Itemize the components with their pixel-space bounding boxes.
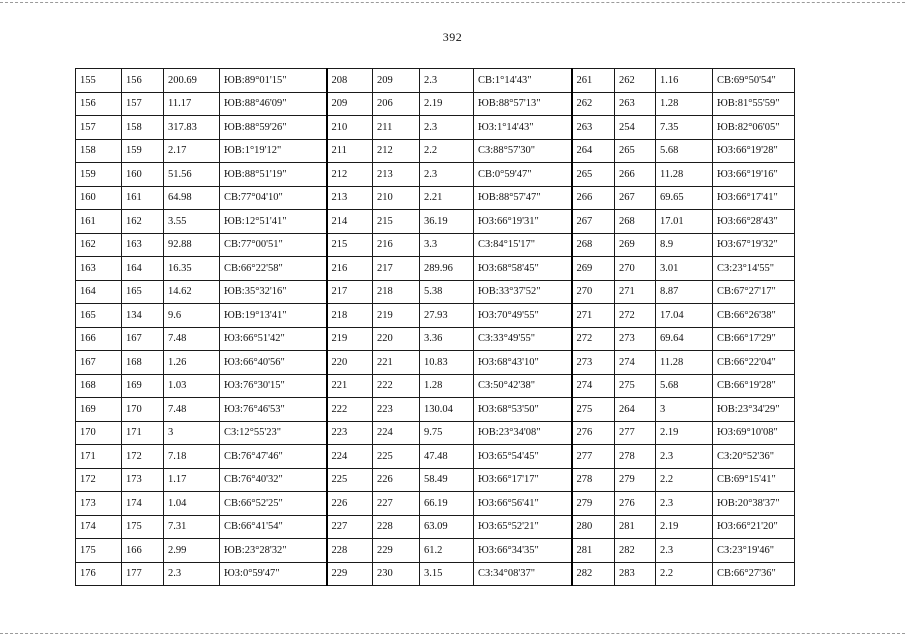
cell-distance: 69.65 (656, 186, 713, 210)
cell-distance: 2.3 (656, 539, 713, 563)
table-row (76, 304, 795, 328)
cell-distance: 11.28 (656, 163, 713, 187)
cell-point-from: 169 (76, 398, 122, 422)
cell-distance: 14.62 (164, 280, 220, 304)
page-number: 392 (442, 30, 463, 44)
cell-point-from: 227 (327, 515, 373, 539)
cell-distance: 3.55 (164, 210, 220, 234)
cell-point-to: 278 (615, 445, 656, 469)
cell-point-from: 226 (327, 492, 373, 516)
cell-distance: 289.96 (420, 257, 474, 281)
cell-distance: 7.31 (164, 515, 220, 539)
cell-point-from: 281 (572, 539, 615, 563)
cell-distance: 92.88 (164, 233, 220, 257)
table-row (76, 515, 795, 539)
cell-bearing: СВ:69°15'41" (713, 468, 795, 492)
cell-point-from: 263 (572, 116, 615, 140)
cell-point-to: 272 (615, 304, 656, 328)
cell-point-to: 216 (373, 233, 420, 257)
cell-point-to: 212 (373, 139, 420, 163)
cell-point-to: 211 (373, 116, 420, 140)
cell-distance: 1.16 (656, 69, 713, 93)
cell-distance: 2.3 (420, 116, 474, 140)
cell-distance: 2.3 (420, 163, 474, 187)
cell-point-to: 276 (615, 492, 656, 516)
table-row (76, 69, 795, 93)
cell-bearing: СВ:69°50'54" (713, 69, 795, 93)
cell-point-to: 213 (373, 163, 420, 187)
cell-point-to: 267 (615, 186, 656, 210)
cell-point-from: 276 (572, 421, 615, 445)
cell-point-from: 176 (76, 562, 122, 586)
cell-distance: 5.38 (420, 280, 474, 304)
cell-point-from: 164 (76, 280, 122, 304)
cell-point-to: 156 (122, 69, 164, 93)
cell-point-from: 224 (327, 445, 373, 469)
table-row (76, 445, 795, 469)
cell-bearing: ЮВ:1°19'12" (220, 139, 327, 163)
cell-bearing: ЮВ:88°57'47" (474, 186, 572, 210)
cell-point-from: 172 (76, 468, 122, 492)
cell-point-from: 264 (572, 139, 615, 163)
cell-bearing: ЮЗ:66°17'41" (713, 186, 795, 210)
cell-bearing: ЮЗ:66°17'17" (474, 468, 572, 492)
cell-point-to: 271 (615, 280, 656, 304)
cell-point-from: 271 (572, 304, 615, 328)
cell-point-from: 273 (572, 351, 615, 375)
cell-point-to: 264 (615, 398, 656, 422)
cell-point-to: 263 (615, 92, 656, 116)
table-row (76, 163, 795, 187)
cell-distance: 9.6 (164, 304, 220, 328)
cell-point-from: 228 (327, 539, 373, 563)
cell-distance: 2.19 (656, 515, 713, 539)
cell-point-to: 168 (122, 351, 164, 375)
cell-bearing: ЮЗ:68°58'45" (474, 257, 572, 281)
cell-distance: 1.04 (164, 492, 220, 516)
cell-distance: 17.01 (656, 210, 713, 234)
cell-bearing: СЗ:50°42'38" (474, 374, 572, 398)
cell-distance: 3.36 (420, 327, 474, 351)
cell-point-to: 215 (373, 210, 420, 234)
cell-point-to: 172 (122, 445, 164, 469)
cell-point-from: 208 (327, 69, 373, 93)
cell-bearing: СЗ:12°55'23" (220, 421, 327, 445)
cell-bearing: СВ:66°17'29" (713, 327, 795, 351)
cell-point-to: 273 (615, 327, 656, 351)
table-row (76, 116, 795, 140)
cell-point-from: 173 (76, 492, 122, 516)
cell-distance: 16.35 (164, 257, 220, 281)
cell-point-to: 226 (373, 468, 420, 492)
table-row (76, 398, 795, 422)
table-body (76, 69, 795, 586)
cell-distance: 7.35 (656, 116, 713, 140)
cell-point-from: 170 (76, 421, 122, 445)
cell-point-to: 177 (122, 562, 164, 586)
cell-bearing: СВ:76°47'46" (220, 445, 327, 469)
cell-bearing: ЮВ:88°46'09" (220, 92, 327, 116)
cell-point-to: 268 (615, 210, 656, 234)
cell-bearing: ЮВ:82°06'05" (713, 116, 795, 140)
cell-point-from: 268 (572, 233, 615, 257)
cell-point-to: 225 (373, 445, 420, 469)
cell-distance: 2.17 (164, 139, 220, 163)
cell-point-to: 265 (615, 139, 656, 163)
cell-bearing: СВ:66°26'38" (713, 304, 795, 328)
cell-bearing: СЗ:23°14'55" (713, 257, 795, 281)
cell-point-to: 222 (373, 374, 420, 398)
cell-point-to: 223 (373, 398, 420, 422)
cell-bearing: ЮЗ:69°10'08" (713, 421, 795, 445)
cell-point-from: 162 (76, 233, 122, 257)
table-row (76, 374, 795, 398)
cell-point-from: 211 (327, 139, 373, 163)
cell-point-to: 228 (373, 515, 420, 539)
cell-point-from: 163 (76, 257, 122, 281)
cell-point-to: 173 (122, 468, 164, 492)
cell-bearing: ЮВ:33°37'52" (474, 280, 572, 304)
cell-bearing: СЗ:20°52'36" (713, 445, 795, 469)
cell-bearing: СЗ:84°15'17" (474, 233, 572, 257)
cell-distance: 2.3 (420, 69, 474, 93)
cell-distance: 69.64 (656, 327, 713, 351)
cell-point-from: 174 (76, 515, 122, 539)
cell-bearing: ЮЗ:0°59'47" (220, 562, 327, 586)
cell-point-from: 215 (327, 233, 373, 257)
cell-distance: 7.18 (164, 445, 220, 469)
cell-point-to: 206 (373, 92, 420, 116)
cell-point-to: 227 (373, 492, 420, 516)
cell-distance: 3.15 (420, 562, 474, 586)
cell-bearing: СВ:77°04'10" (220, 186, 327, 210)
cell-bearing: ЮВ:12°51'41" (220, 210, 327, 234)
cell-distance: 3 (656, 398, 713, 422)
cell-bearing: СВ:1°14'43" (474, 69, 572, 93)
cell-point-from: 158 (76, 139, 122, 163)
cell-distance: 7.48 (164, 398, 220, 422)
cell-distance: 1.28 (420, 374, 474, 398)
cell-point-from: 272 (572, 327, 615, 351)
cell-point-to: 167 (122, 327, 164, 351)
cell-point-from: 160 (76, 186, 122, 210)
cell-point-to: 174 (122, 492, 164, 516)
bottom-border-rule (0, 633, 905, 634)
cell-bearing: СВ:67°27'17" (713, 280, 795, 304)
cell-point-from: 219 (327, 327, 373, 351)
cell-bearing: ЮЗ:65°52'21" (474, 515, 572, 539)
cell-bearing: ЮЗ:66°40'56" (220, 351, 327, 375)
cell-point-from: 165 (76, 304, 122, 328)
cell-point-to: 279 (615, 468, 656, 492)
cell-distance: 36.19 (420, 210, 474, 234)
cell-point-to: 269 (615, 233, 656, 257)
cell-bearing: СЗ:33°49'55" (474, 327, 572, 351)
cell-point-from: 217 (327, 280, 373, 304)
cell-point-from: 279 (572, 492, 615, 516)
table-row (76, 92, 795, 116)
cell-bearing: ЮЗ:66°19'16" (713, 163, 795, 187)
cell-point-to: 221 (373, 351, 420, 375)
cell-distance: 61.2 (420, 539, 474, 563)
cell-point-from: 277 (572, 445, 615, 469)
cell-point-to: 270 (615, 257, 656, 281)
cell-point-to: 171 (122, 421, 164, 445)
cell-point-from: 269 (572, 257, 615, 281)
table-row (76, 186, 795, 210)
cell-distance: 317.83 (164, 116, 220, 140)
cell-point-to: 217 (373, 257, 420, 281)
cell-bearing: ЮВ:23°28'32" (220, 539, 327, 563)
cell-distance: 10.83 (420, 351, 474, 375)
cell-point-to: 277 (615, 421, 656, 445)
cell-point-to: 281 (615, 515, 656, 539)
cell-bearing: ЮВ:89°01'15" (220, 69, 327, 93)
cell-point-from: 265 (572, 163, 615, 187)
cell-distance: 2.3 (656, 445, 713, 469)
cell-distance: 2.2 (656, 562, 713, 586)
cell-point-from: 155 (76, 69, 122, 93)
cell-point-to: 158 (122, 116, 164, 140)
cell-point-to: 134 (122, 304, 164, 328)
cell-point-from: 220 (327, 351, 373, 375)
cell-bearing: ЮЗ:76°46'53" (220, 398, 327, 422)
cell-point-from: 275 (572, 398, 615, 422)
cell-point-from: 274 (572, 374, 615, 398)
cell-distance: 64.98 (164, 186, 220, 210)
cell-bearing: ЮЗ:68°43'10" (474, 351, 572, 375)
cell-point-to: 229 (373, 539, 420, 563)
cell-point-from: 225 (327, 468, 373, 492)
cell-point-from: 166 (76, 327, 122, 351)
cell-point-to: 159 (122, 139, 164, 163)
cell-point-from: 218 (327, 304, 373, 328)
cell-point-from: 222 (327, 398, 373, 422)
cell-point-to: 220 (373, 327, 420, 351)
table-row (76, 210, 795, 234)
cell-bearing: ЮВ:88°59'26" (220, 116, 327, 140)
cell-bearing: СЗ:34°08'37" (474, 562, 572, 586)
cell-bearing: ЮЗ:66°28'43" (713, 210, 795, 234)
table-row (76, 327, 795, 351)
cell-point-from: 229 (327, 562, 373, 586)
cell-distance: 8.9 (656, 233, 713, 257)
table-row (76, 257, 795, 281)
cell-bearing: ЮЗ:76°30'15" (220, 374, 327, 398)
cell-point-to: 162 (122, 210, 164, 234)
cell-bearing: СВ:66°27'36" (713, 562, 795, 586)
cell-distance: 63.09 (420, 515, 474, 539)
cell-bearing: ЮЗ:66°51'42" (220, 327, 327, 351)
cell-point-to: 209 (373, 69, 420, 93)
cell-bearing: ЮВ:81°55'59" (713, 92, 795, 116)
cell-point-from: 157 (76, 116, 122, 140)
table-row (76, 139, 795, 163)
cell-point-from: 168 (76, 374, 122, 398)
cell-point-to: 254 (615, 116, 656, 140)
cell-bearing: ЮЗ:66°19'28" (713, 139, 795, 163)
cell-point-from: 267 (572, 210, 615, 234)
cell-point-from: 159 (76, 163, 122, 187)
table-row (76, 280, 795, 304)
table-row (76, 492, 795, 516)
cell-point-from: 278 (572, 468, 615, 492)
cell-point-to: 262 (615, 69, 656, 93)
cell-distance: 1.17 (164, 468, 220, 492)
cell-bearing: ЮЗ:70°49'55" (474, 304, 572, 328)
cell-point-to: 164 (122, 257, 164, 281)
cell-point-to: 282 (615, 539, 656, 563)
cell-point-from: 175 (76, 539, 122, 563)
cell-point-from: 212 (327, 163, 373, 187)
cell-bearing: ЮЗ:66°34'35" (474, 539, 572, 563)
cell-bearing: СВ:0°59'47" (474, 163, 572, 187)
cell-point-from: 161 (76, 210, 122, 234)
cell-bearing: ЮВ:20°38'37" (713, 492, 795, 516)
cell-point-from: 266 (572, 186, 615, 210)
cell-point-to: 210 (373, 186, 420, 210)
cell-bearing: ЮЗ:68°53'50" (474, 398, 572, 422)
top-border-rule (0, 2, 905, 3)
cell-point-from: 221 (327, 374, 373, 398)
cell-point-from: 213 (327, 186, 373, 210)
cell-distance: 2.3 (656, 492, 713, 516)
cell-bearing: СВ:77°00'51" (220, 233, 327, 257)
cell-point-to: 170 (122, 398, 164, 422)
cell-bearing: ЮЗ:66°19'31" (474, 210, 572, 234)
cell-bearing: СВ:76°40'32" (220, 468, 327, 492)
cell-bearing: ЮВ:88°51'19" (220, 163, 327, 187)
cell-distance: 27.93 (420, 304, 474, 328)
cell-point-to: 163 (122, 233, 164, 257)
cell-point-from: 262 (572, 92, 615, 116)
cell-distance: 5.68 (656, 374, 713, 398)
cell-distance: 2.2 (420, 139, 474, 163)
table-row (76, 539, 795, 563)
cell-bearing: ЮВ:23°34'08" (474, 421, 572, 445)
table-row (76, 562, 795, 586)
cell-distance: 2.2 (656, 468, 713, 492)
cell-bearing: ЮВ:35°32'16" (220, 280, 327, 304)
cell-point-to: 218 (373, 280, 420, 304)
survey-bearings-table (75, 68, 795, 586)
table-row (76, 468, 795, 492)
cell-bearing: СЗ:88°57'30" (474, 139, 572, 163)
cell-point-to: 230 (373, 562, 420, 586)
cell-distance: 200.69 (164, 69, 220, 93)
cell-distance: 3 (164, 421, 220, 445)
cell-distance: 2.19 (420, 92, 474, 116)
cell-point-from: 171 (76, 445, 122, 469)
cell-bearing: ЮВ:23°34'29" (713, 398, 795, 422)
cell-distance: 47.48 (420, 445, 474, 469)
cell-distance: 2.99 (164, 539, 220, 563)
table-row (76, 421, 795, 445)
cell-distance: 2.19 (656, 421, 713, 445)
cell-point-to: 161 (122, 186, 164, 210)
cell-distance: 3.3 (420, 233, 474, 257)
cell-point-from: 210 (327, 116, 373, 140)
cell-distance: 1.28 (656, 92, 713, 116)
cell-point-to: 175 (122, 515, 164, 539)
cell-point-to: 224 (373, 421, 420, 445)
cell-distance: 1.26 (164, 351, 220, 375)
cell-distance: 17.04 (656, 304, 713, 328)
cell-point-from: 216 (327, 257, 373, 281)
cell-point-from: 261 (572, 69, 615, 93)
cell-distance: 2.3 (164, 562, 220, 586)
cell-bearing: ЮЗ:65°54'45" (474, 445, 572, 469)
cell-distance: 58.49 (420, 468, 474, 492)
cell-point-from: 156 (76, 92, 122, 116)
cell-distance: 3.01 (656, 257, 713, 281)
table-row (76, 351, 795, 375)
cell-distance: 9.75 (420, 421, 474, 445)
cell-point-to: 157 (122, 92, 164, 116)
cell-distance: 130.04 (420, 398, 474, 422)
cell-point-to: 169 (122, 374, 164, 398)
cell-point-to: 274 (615, 351, 656, 375)
cell-distance: 11.17 (164, 92, 220, 116)
cell-bearing: СВ:66°22'58" (220, 257, 327, 281)
cell-point-from: 214 (327, 210, 373, 234)
cell-bearing: ЮЗ:66°56'41" (474, 492, 572, 516)
cell-point-from: 280 (572, 515, 615, 539)
cell-point-from: 223 (327, 421, 373, 445)
cell-point-from: 282 (572, 562, 615, 586)
cell-point-to: 266 (615, 163, 656, 187)
cell-point-to: 160 (122, 163, 164, 187)
cell-bearing: СВ:66°52'25" (220, 492, 327, 516)
cell-distance: 7.48 (164, 327, 220, 351)
cell-point-to: 165 (122, 280, 164, 304)
table-row (76, 233, 795, 257)
cell-point-to: 283 (615, 562, 656, 586)
cell-bearing: СВ:66°19'28" (713, 374, 795, 398)
cell-bearing: СЗ:23°19'46" (713, 539, 795, 563)
cell-distance: 2.21 (420, 186, 474, 210)
cell-bearing: ЮЗ:67°19'32" (713, 233, 795, 257)
cell-distance: 11.28 (656, 351, 713, 375)
cell-point-to: 166 (122, 539, 164, 563)
cell-distance: 5.68 (656, 139, 713, 163)
cell-bearing: ЮЗ:1°14'43" (474, 116, 572, 140)
cell-point-from: 270 (572, 280, 615, 304)
cell-bearing: СВ:66°41'54" (220, 515, 327, 539)
cell-distance: 1.03 (164, 374, 220, 398)
cell-distance: 51.56 (164, 163, 220, 187)
cell-bearing: ЮВ:88°57'13" (474, 92, 572, 116)
cell-point-to: 219 (373, 304, 420, 328)
cell-bearing: ЮЗ:66°21'20" (713, 515, 795, 539)
cell-bearing: ЮВ:19°13'41" (220, 304, 327, 328)
cell-point-from: 167 (76, 351, 122, 375)
cell-distance: 8.87 (656, 280, 713, 304)
cell-bearing: СВ:66°22'04" (713, 351, 795, 375)
cell-point-from: 209 (327, 92, 373, 116)
cell-point-to: 275 (615, 374, 656, 398)
cell-distance: 66.19 (420, 492, 474, 516)
